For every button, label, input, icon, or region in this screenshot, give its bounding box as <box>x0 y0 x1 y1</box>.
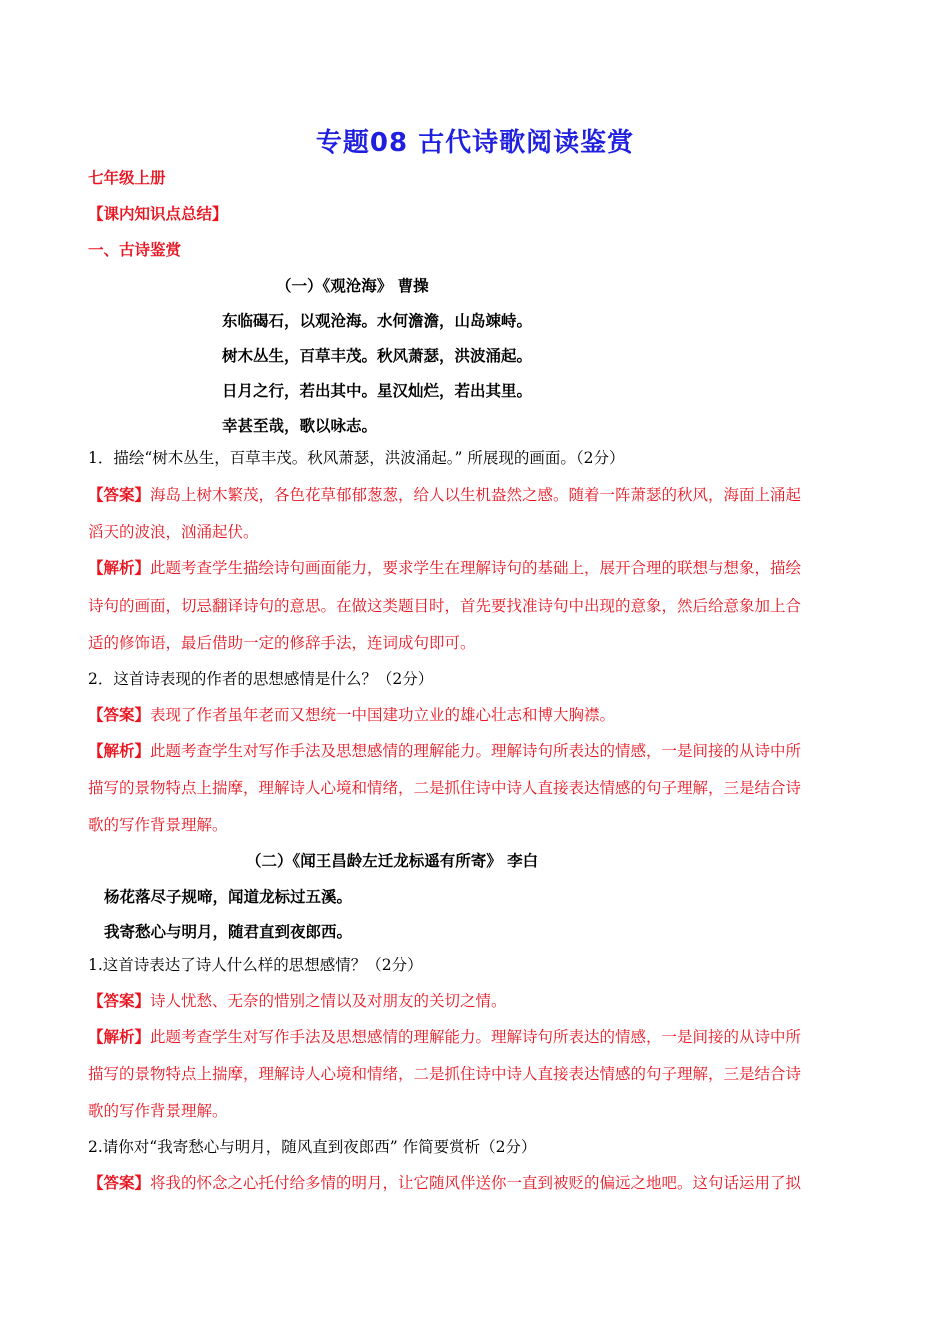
analysis-line <box>88 1019 864 1055</box>
answer-label: 【答案】 <box>88 1174 151 1192</box>
answer-line <box>88 983 864 1019</box>
poem2-line: 杨花落尽子规啼，闻道龙标过五溪。 <box>104 888 353 906</box>
analysis-text: 诗句的画面，切忌翻译诗句的意思。在做这类题目时，首先要找准诗句中出现的意象，然后给意象加上合 <box>88 597 802 615</box>
question: 2.请你对“我寄愁心与明月，随风直到夜郎西” 作简要赏析（2分） <box>88 1138 537 1156</box>
answer-line <box>88 477 864 513</box>
analysis-label: 【解析】 <box>88 559 151 577</box>
page-title: 专题08 古代诗歌阅读鉴赏 <box>315 128 635 158</box>
answer-text: 滔天的波浪，汹涌起伏。 <box>88 523 259 541</box>
analysis-line <box>88 733 864 769</box>
answer-label: 【答案】 <box>88 486 151 504</box>
answer-text: 将我的怀念之心托付给多情的明月，让它随风伴送你一直到被贬的偏远之地吧。这句话运用了拟 <box>150 1174 802 1192</box>
analysis-text: 描写的景物特点上揣摩，理解诗人心境和情绪，二是抓住诗中诗人直接表达情感的句子理解，三是结合诗 <box>88 779 802 797</box>
question: 1.这首诗表达了诗人什么样的思想感情？（2分） <box>88 956 423 974</box>
answer-label: 【答案】 <box>88 706 151 724</box>
analysis-label: 【解析】 <box>88 1028 151 1046</box>
analysis-text: 适的修饰语，最后借助一定的修辞手法，连词成句即可。 <box>88 634 476 652</box>
poem1-line: 幸甚至哉，歌以咏志。 <box>222 417 378 435</box>
poem1-heading: （一）《观沧海》 曹操 <box>276 277 429 295</box>
answer-text: 海岛上树木繁茂，各色花草郁郁葱葱，给人以生机盎然之感。随着一阵萧瑟的秋风，海面上涌起 <box>150 486 802 504</box>
poem1-line: 树木丛生，百草丰茂。秋风萧瑟，洪波涌起。 <box>222 347 533 365</box>
poem1-line: 东临碣石，以观沧海。水何澹澹，山岛竦峙。 <box>222 312 533 330</box>
question: 1．描绘“树木丛生，百草丰茂。秋风萧瑟，洪波涌起。” 所展现的画面。（2分） <box>88 449 625 467</box>
poem1-line: 日月之行，若出其中。星汉灿烂，若出其里。 <box>222 382 533 400</box>
answer-text: 表现了作者虽年老而又想统一中国建功立业的雄心壮志和博大胸襟。 <box>150 706 616 724</box>
analysis-line <box>88 550 864 586</box>
analysis-text: 此题考查学生对写作手法及思想感情的理解能力。理解诗句所表达的情感，一是间接的从诗中所 <box>150 742 802 760</box>
section-label: 【课内知识点总结】 <box>88 205 228 223</box>
poem2-heading: （二）《闻王昌龄左迁龙标遥有所寄》 李白 <box>246 852 539 870</box>
answer-label: 【答案】 <box>88 992 151 1010</box>
question: 2．这首诗表现的作者的思想感情是什么？（2分） <box>88 670 434 688</box>
analysis-text: 歌的写作背景理解。 <box>88 816 228 834</box>
answer-text: 诗人忧愁、无奈的惜别之情以及对朋友的关切之情。 <box>150 992 507 1010</box>
poem2-line: 我寄愁心与明月，随君直到夜郎西。 <box>104 923 353 941</box>
answer-line <box>88 697 864 733</box>
answer-line <box>88 1165 864 1201</box>
grade-heading: 七年级上册 <box>88 169 166 187</box>
analysis-text: 歌的写作背景理解。 <box>88 1102 228 1120</box>
analysis-text: 此题考查学生描绘诗句画面能力，要求学生在理解诗句的基础上，展开合理的联想与想象，描绘 <box>150 559 802 577</box>
analysis-label: 【解析】 <box>88 742 151 760</box>
analysis-text: 描写的景物特点上揣摩，理解诗人心境和情绪，二是抓住诗中诗人直接表达情感的句子理解，三是结合诗 <box>88 1065 802 1083</box>
part-heading: 一、古诗鉴赏 <box>88 241 182 259</box>
analysis-text: 此题考查学生对写作手法及思想感情的理解能力。理解诗句所表达的情感，一是间接的从诗中所 <box>150 1028 802 1046</box>
